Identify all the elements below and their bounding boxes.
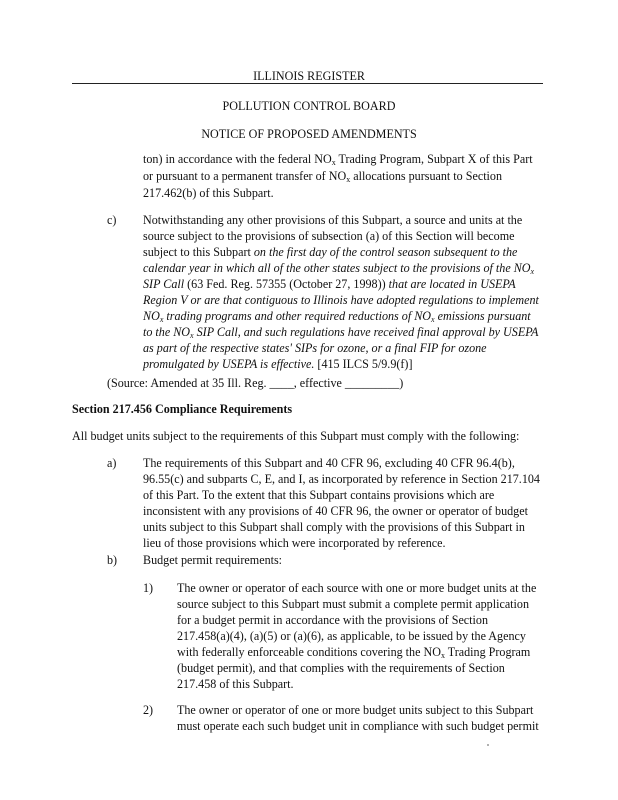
text-line: (budget permit), and that complies with the requirements of Section (177, 661, 505, 675)
text-line: subject to this Subpart on the first day of the control season subsequent to the (143, 245, 518, 259)
text-line: as part of the respective states' SIPs for ozone, or a final FIP for ozone (143, 341, 487, 355)
text-line: 217.462(b) of this Subpart. (143, 186, 274, 200)
section-intro: All budget units subject to the requirements of this Subpart must comply with the following: (72, 429, 520, 443)
text-line: ton) in accordance with the federal $NO_x$ Trading Program, Subpart X of this Part (143, 152, 533, 167)
text-line: lieu of those provisions which were incorporated by reference. (143, 536, 446, 550)
header-rule (72, 83, 543, 84)
board-title: POLLUTION CONTROL BOARD (222, 99, 396, 113)
notice-title: NOTICE OF PROPOSED AMENDMENTS (201, 127, 417, 141)
text-line: of this Part. To the extent that this Subpart contains provisions which are (143, 488, 495, 502)
text-line: Budget permit requirements: (143, 553, 283, 567)
text-line: 217.458(a)(4), (a)(5) or (a)(6), as applicable, to be issued by the Agency (177, 629, 526, 643)
text-line: for a budget permit in accordance with the provisions of Section (177, 613, 488, 627)
item-label: 2) (143, 703, 154, 717)
text-line: or pursuant to a permanent transfer of $NO_x$ allocations pursuant to Section (143, 169, 503, 184)
section-heading: Section 217.456 Compliance Requirements (72, 402, 293, 416)
text-line: to the $NO_x$ SIP Call, and such regulations have received final approval by USEPA (143, 325, 539, 340)
text-line: source subject to the provisions of subsection (a) of this Section will become (143, 229, 515, 243)
text-line: calendar year in which all of the other states subject to the provisions of the $NO_x$ (143, 261, 535, 276)
register-title: ILLINOIS REGISTER (253, 69, 365, 83)
text-line: must operate each such budget unit in compliance with such budget permit (177, 719, 539, 733)
text-line: inconsistent with any provisions of 40 CFR 96, the owner or operator of budget (143, 504, 528, 518)
source-note: (Source: Amended at 35 Ill. Reg. ____, effective _________) (107, 376, 404, 390)
scan-speck (487, 744, 489, 746)
text-line: Region V or are that contiguous to Illinois have adopted regulations to implement (143, 293, 539, 307)
text-line: units subject to this Subpart shall comply with the provisions of this Subpart in (143, 520, 525, 534)
text-line: 217.458 of this Subpart. (177, 677, 294, 691)
text-line: Notwithstanding any other provisions of this Subpart, a source and units at the (143, 213, 523, 227)
text-line: promulgated by USEPA is effective. [415 ILCS 5/9.9(f)] (143, 357, 413, 371)
item-label: a) (107, 456, 117, 470)
text-line: $NO_x$ trading programs and other required reductions of $NO_x$ emissions pursuant (143, 309, 531, 324)
text-line: SIP Call (63 Fed. Reg. 57355 (October 27, 1998)) that are located in USEPA (143, 277, 516, 291)
item-label: c) (107, 213, 117, 227)
text-line: source subject to this Subpart must submit a complete permit application (177, 597, 529, 611)
text-line: with federally enforceable conditions covering the $NO_x$ Trading Program (177, 645, 531, 660)
item-label: 1) (143, 581, 154, 595)
text-line: The owner or operator of one or more budget units subject to this Subpart (177, 703, 534, 717)
text-line: The requirements of this Subpart and 40 CFR 96, excluding 40 CFR 96.4(b), (143, 456, 515, 470)
text-line: 96.55(c) and subparts C, E, and I, as incorporated by reference in Section 217.104 (143, 472, 540, 486)
text-line: The owner or operator of each source with one or more budget units at the (177, 581, 537, 595)
item-label: b) (107, 553, 118, 567)
